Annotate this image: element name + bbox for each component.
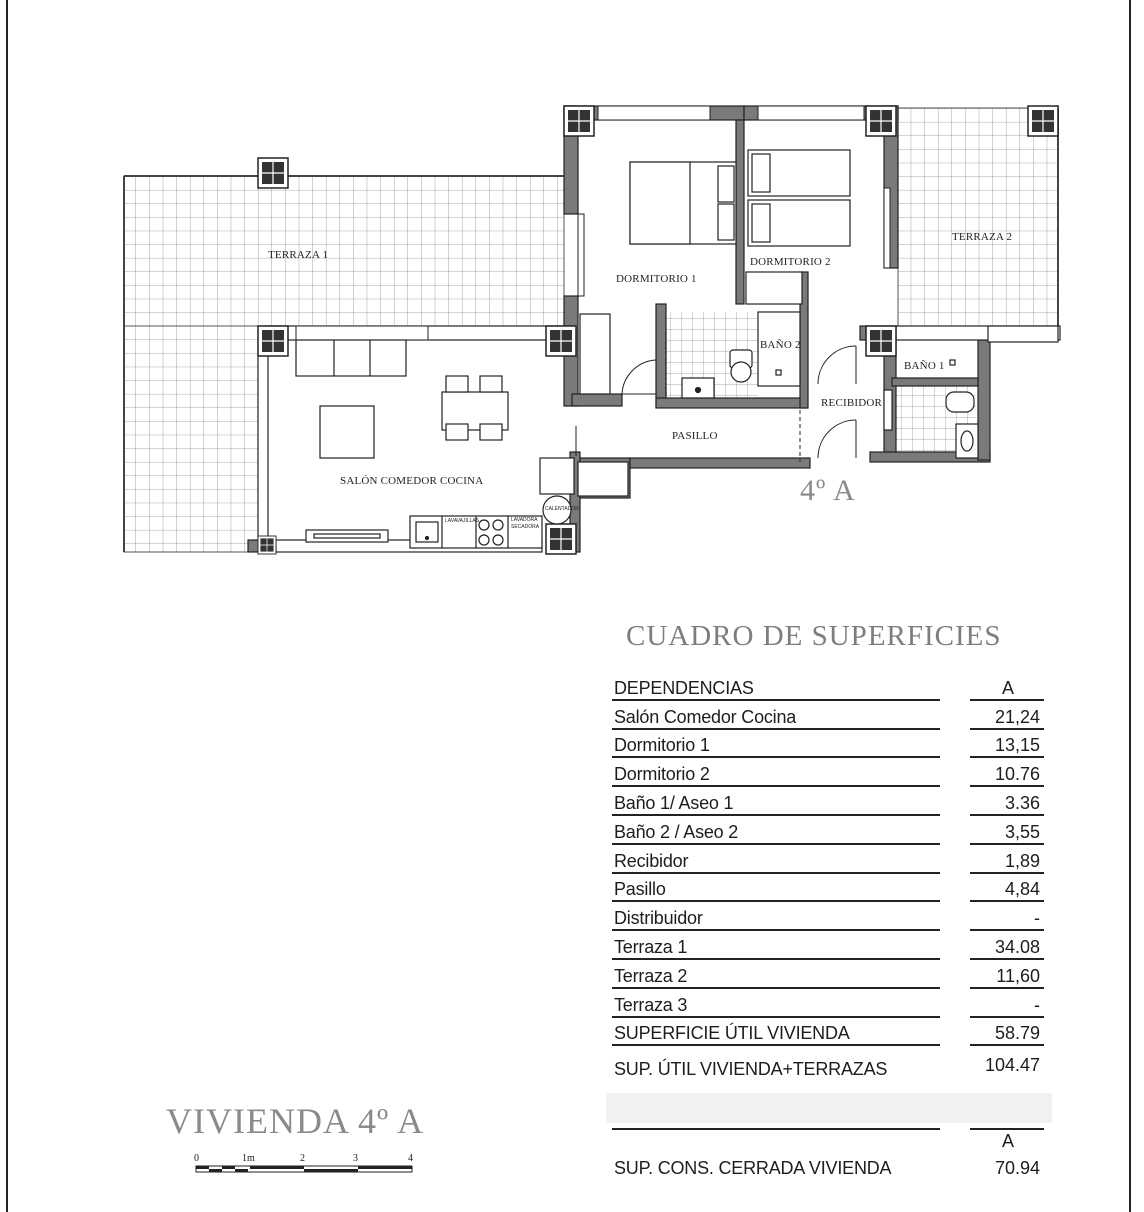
scale-label-4: 4: [408, 1153, 413, 1164]
row-value: 4,84: [1004, 879, 1040, 900]
label-calentador: CALENTADOR: [545, 506, 579, 512]
floor-plan: [0, 0, 1144, 600]
table-row: [612, 816, 1044, 845]
areas-table: [612, 672, 1044, 1082]
row-name: Terraza 1: [614, 936, 688, 957]
wardrobe-dormitorio-2: [746, 272, 802, 304]
row-name: Dormitorio 1: [614, 735, 710, 756]
cons-label: SUP. CONS. CERRADA VIVIENDA: [614, 1157, 892, 1178]
table-header-row: [612, 672, 1044, 701]
label-salon: SALÓN COMEDOR COCINA: [340, 475, 484, 487]
superficie-util-label: SUPERFICIE ÚTIL VIVIENDA: [614, 1023, 850, 1044]
row-value: 13,15: [994, 735, 1040, 756]
sup-util-terrazas-value: 104.47: [984, 1055, 1040, 1076]
header-col-a: A: [1001, 677, 1014, 698]
table-row: [612, 989, 1044, 1018]
row-value: 3.36: [1004, 792, 1040, 813]
row-value: -: [1034, 994, 1040, 1015]
row-name: Salón Comedor Cocina: [614, 706, 797, 727]
row-value: 34.08: [994, 936, 1040, 957]
table-row: [612, 874, 1044, 903]
label-bano-1: BAÑO 1: [904, 360, 945, 372]
row-name: Baño 1/ Aseo 1: [614, 792, 734, 813]
row-name: Recibidor: [614, 850, 689, 871]
row-name: Distribuidor: [614, 908, 703, 929]
row-value: -: [1034, 908, 1040, 929]
sup-util-terrazas-label: SUP. ÚTIL VIVIENDA+TERRAZAS: [614, 1059, 888, 1080]
table-row: [612, 960, 1044, 989]
label-bano-2: BAÑO 2: [760, 339, 801, 351]
table-row: [612, 701, 1044, 730]
scale-bar: [190, 1150, 430, 1180]
superficie-util-value: 58.79: [994, 1023, 1040, 1044]
unit-tag: 4º A: [800, 474, 856, 507]
scale-label-0: 0: [194, 1153, 199, 1164]
row-value: 3,55: [1004, 821, 1040, 842]
superficie-util-row: [612, 1018, 1044, 1047]
label-secadora: SECADORA: [511, 524, 540, 530]
scale-label-3: 3: [353, 1153, 358, 1164]
row-name: Pasillo: [614, 879, 666, 900]
terraza-2: [898, 108, 1058, 326]
bed-dormitorio-1: [630, 162, 736, 244]
cons-table: [612, 1124, 1044, 1181]
table-row: [612, 787, 1044, 816]
table-row: [612, 902, 1044, 931]
cons-header-row: [612, 1124, 1044, 1152]
label-terraza-1: TERRAZA 1: [268, 249, 329, 261]
shaded-separator: [606, 1093, 1052, 1123]
table-row: [612, 730, 1044, 759]
row-value: 10.76: [994, 764, 1040, 785]
label-dormitorio-1: DORMITORIO 1: [616, 273, 697, 285]
row-value: 1,89: [1004, 850, 1040, 871]
label-lavadora: LAVADORA: [511, 517, 538, 523]
label-lavavajillas: LAVAVAJILLAS: [445, 518, 480, 524]
header-dependencias: DEPENDENCIAS: [614, 677, 754, 698]
label-recibidor: RECIBIDOR: [821, 397, 883, 409]
beds-dormitorio-2: [748, 150, 850, 246]
label-dormitorio-2: DORMITORIO 2: [750, 256, 831, 268]
cons-header-col-a: A: [1001, 1131, 1014, 1151]
row-name: Baño 2 / Aseo 2: [614, 821, 739, 842]
table-title: CUADRO DE SUPERFICIES: [626, 620, 1002, 652]
scale-label-1m: 1m: [242, 1153, 255, 1164]
row-name: Terraza 3: [614, 994, 688, 1015]
scale-label-2: 2: [300, 1153, 305, 1164]
wardrobe-dormitorio-1: [580, 314, 610, 394]
table-row: [612, 931, 1044, 960]
cons-value: 70.94: [994, 1157, 1040, 1178]
table-row: [612, 845, 1044, 874]
vivienda-title: VIVIENDA 4º A: [166, 1101, 425, 1141]
row-name: Terraza 2: [614, 965, 688, 986]
sup-util-terrazas-row: [612, 1046, 1044, 1082]
label-terraza-2: TERRAZA 2: [952, 231, 1013, 243]
label-pasillo: PASILLO: [672, 430, 718, 442]
cons-row: [612, 1152, 1044, 1181]
table-row: [612, 758, 1044, 787]
row-value: 11,60: [996, 965, 1040, 986]
row-name: Dormitorio 2: [614, 764, 710, 785]
row-value: 21,24: [994, 706, 1040, 727]
